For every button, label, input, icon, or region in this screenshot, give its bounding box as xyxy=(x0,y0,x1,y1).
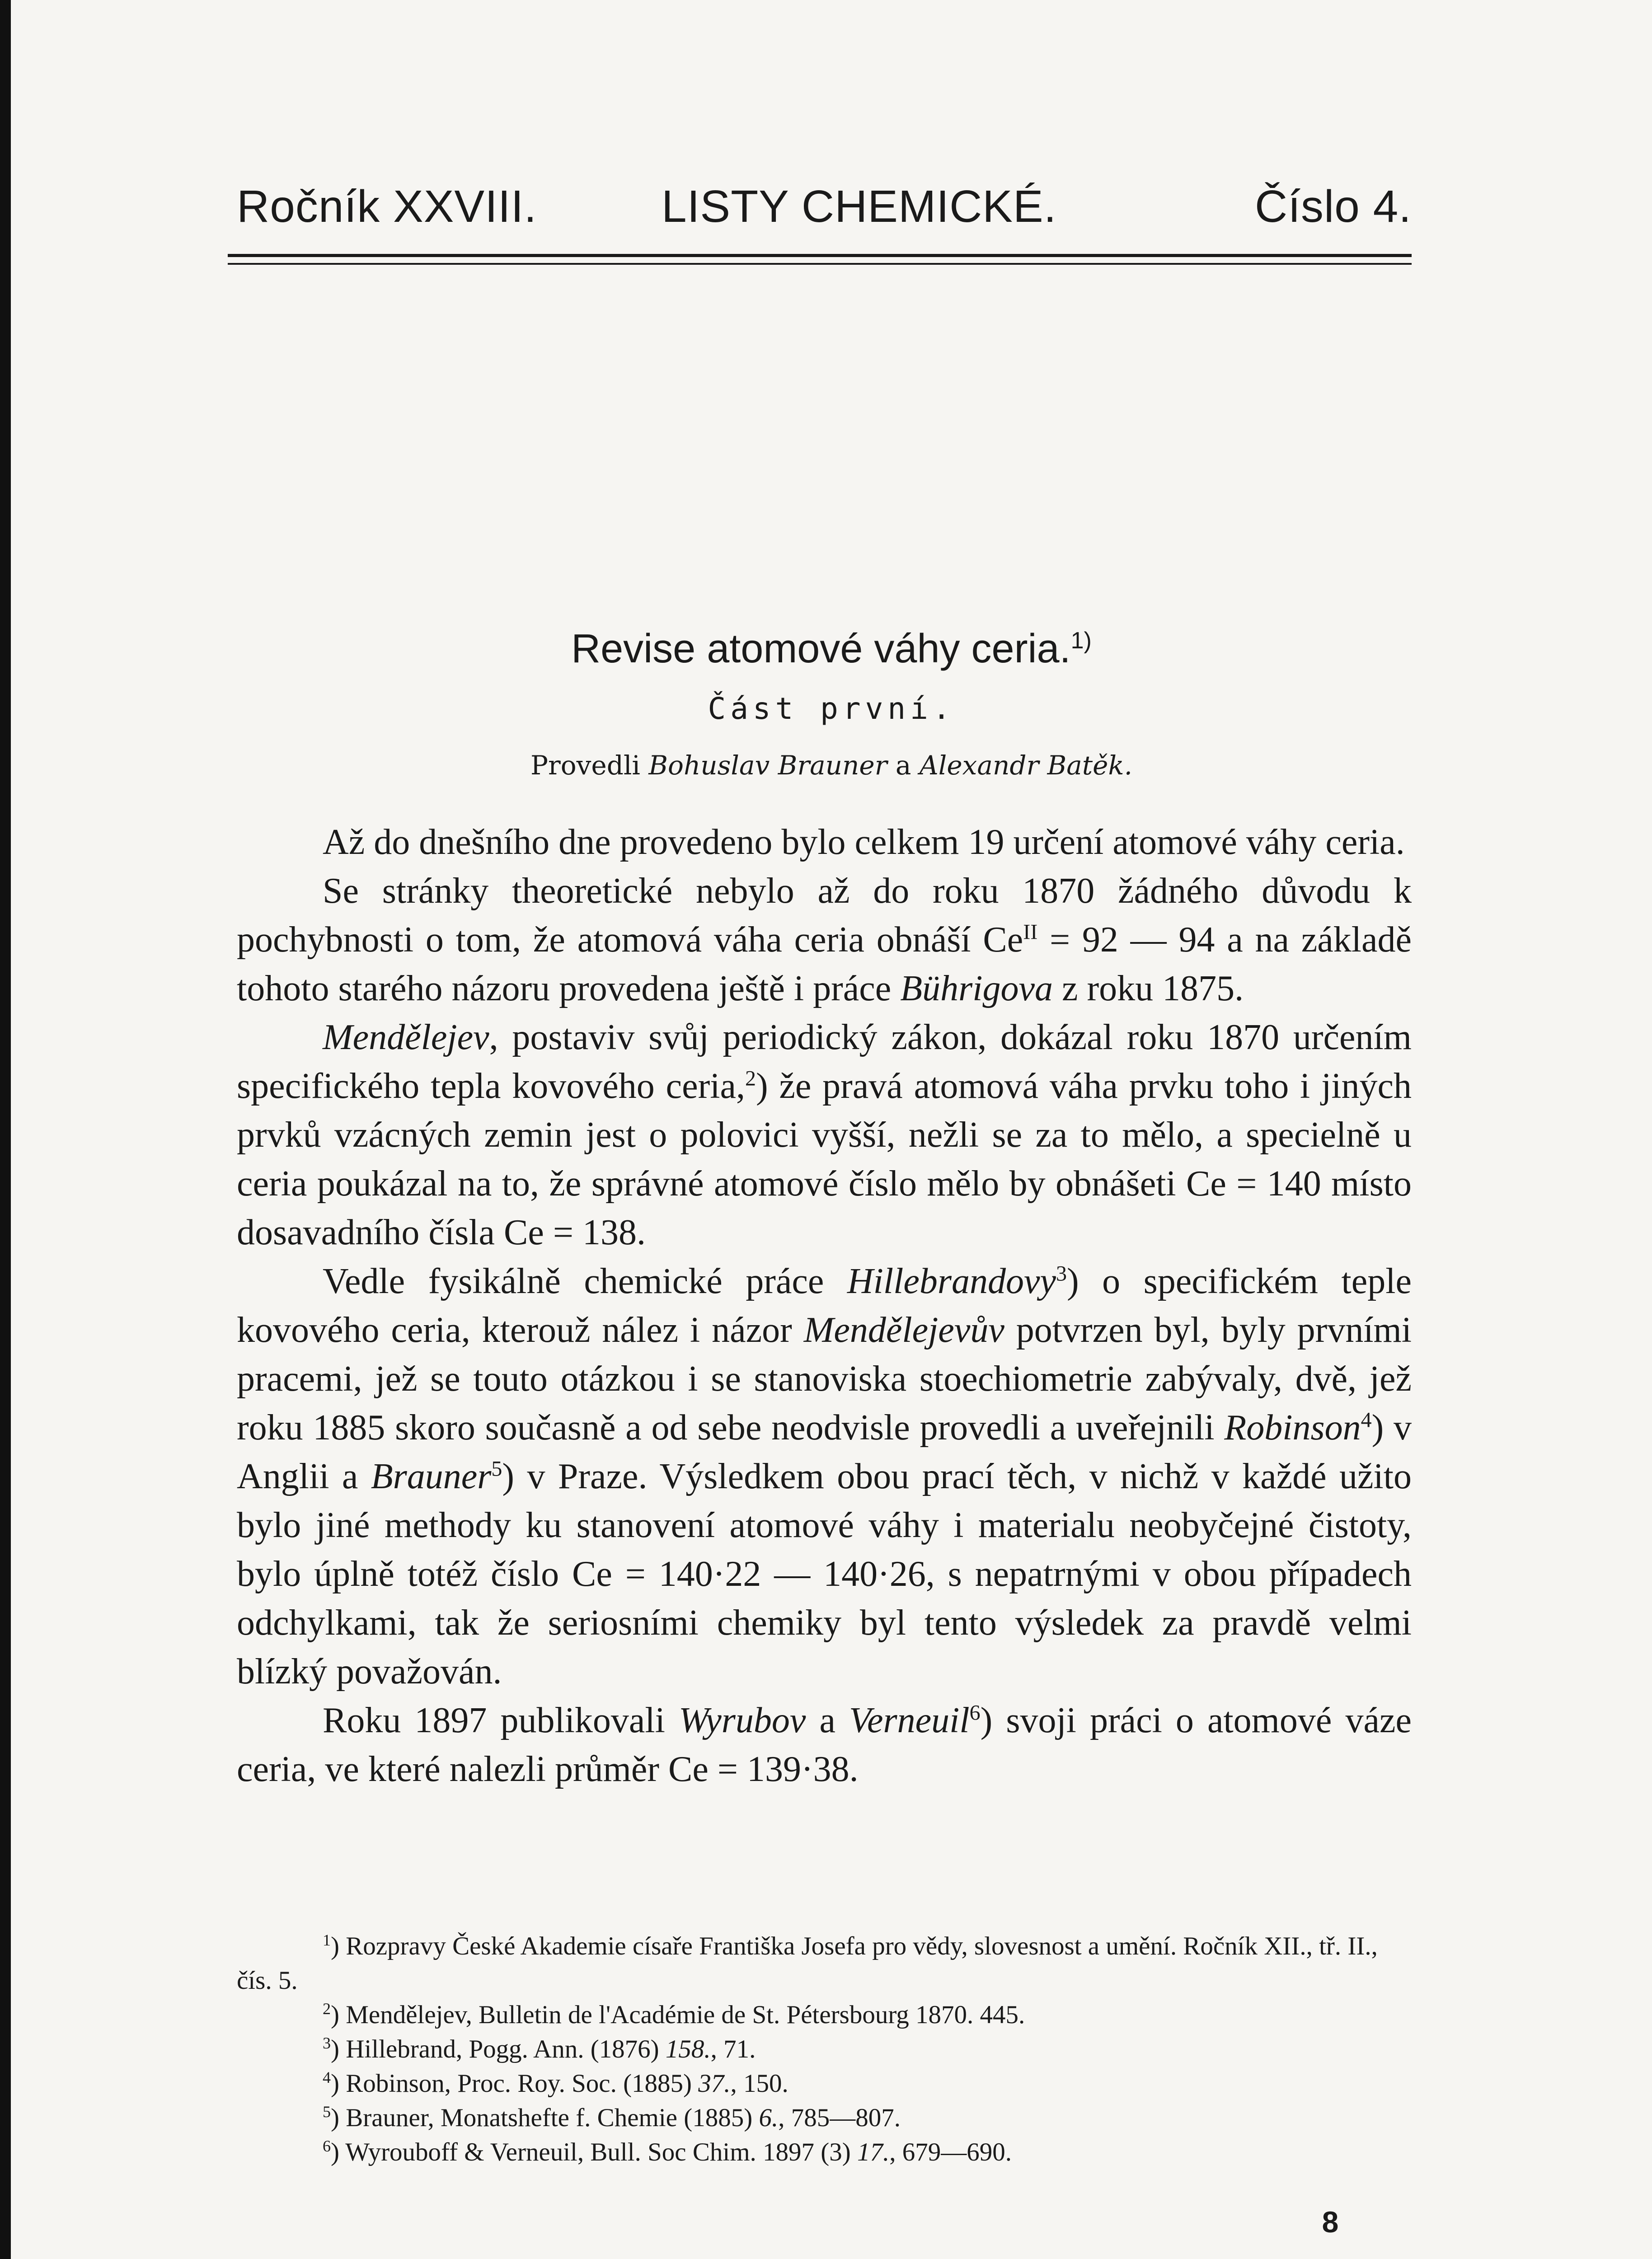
p5-text-b: a xyxy=(806,1701,849,1740)
p2-text-c: z roku 1875. xyxy=(1053,969,1244,1008)
article-authors xyxy=(11,750,1652,781)
footnote-6-text-b: , 679—690. xyxy=(889,2138,1012,2166)
header-rule-thin xyxy=(228,263,1412,265)
p2-italic: Bührigova xyxy=(900,969,1053,1008)
footnote-6-text-a: ) Wyrouboff & Verneuil, Bull. Soc Chim. 1897 (3) xyxy=(331,2138,857,2166)
journal-page xyxy=(11,0,1652,2259)
footnote-3-text-b: , 71. xyxy=(710,2035,756,2063)
p4-superscript-2: 4 xyxy=(1361,1408,1372,1432)
article-title xyxy=(11,626,1652,672)
p5-superscript: 6 xyxy=(969,1701,981,1725)
p4-superscript-1: 3 xyxy=(1056,1261,1067,1286)
authors-prefix: Provedli xyxy=(530,750,640,781)
footnote-4-mark: 4 xyxy=(323,2068,331,2086)
p3-italic: Mendělejev xyxy=(323,1017,489,1057)
footnote-5-mark: 5 xyxy=(323,2103,331,2121)
issue-label: Číslo 4. xyxy=(1254,181,1412,232)
footnote-5-text-a: ) Brauner, Monatshefte f. Chemie (1885) xyxy=(331,2104,759,2132)
p2-text-a: Se stránky theoretické nebylo až do roku 1870 žádného důvodu k pochybnosti o tom, že atomová váha ceria obnáší Ce xyxy=(237,871,1412,960)
footnote-5 xyxy=(237,2101,1412,2135)
authors-join: a xyxy=(895,750,911,781)
p4-text-a: Vedle fysikálně chemické práce xyxy=(323,1261,847,1301)
p4-text-d: ) v Anglii a xyxy=(237,1408,1412,1496)
footnote-3 xyxy=(237,2032,1412,2067)
p4-text-e: ) v Praze. Výsledkem obou prací těch, v nichž v každé užito bylo jiné methody ku stanovení atomové váhy i materialu neobyčejné čistoty, bylo úplně totéž číslo Ce = 140·22 — 140·26, s nepatrnými v obou případech odchylkami, tak že seriosními chemiky byl tento výsledek za pravdě velmi blízký považován. xyxy=(237,1457,1412,1692)
paragraph-1: Až do dnešního dne provedeno bylo celkem 19 určení atomové váhy ceria. xyxy=(323,822,1405,862)
p3-text-b: ) že pravá atomová váha prvku toho i jiných prvků vzácných zemin jest o polovici vyšší, nežli se za to mělo, a specielně u ceria poukázal na to, že správné atomové číslo mělo by obnášeti Ce = 140 místo dosavadního čísla Ce = 138. xyxy=(237,1066,1412,1252)
footnote-6-volume: 17. xyxy=(857,2138,890,2166)
p4-text-b: ) o specifickém teple kovového ceria, kterouž nález i názor xyxy=(237,1261,1412,1350)
footnote-1 xyxy=(237,1929,1412,1998)
page-number: 8 xyxy=(1322,2205,1339,2239)
footnote-5-text-b: , 785—807. xyxy=(778,2104,901,2132)
article-title-text: Revise atomové váhy ceria. xyxy=(571,626,1071,671)
footnote-3-text-a: ) Hillebrand, Pogg. Ann. (1876) xyxy=(331,2035,666,2063)
footnote-5-volume: 6. xyxy=(759,2104,779,2132)
footnote-4-volume: 37. xyxy=(698,2069,731,2098)
footnote-4-text-a: ) Robinson, Proc. Roy. Soc. (1885) xyxy=(331,2069,699,2098)
author-batek: Alexandr Batěk. xyxy=(919,750,1133,781)
article-body xyxy=(237,818,1412,1794)
article-part: Část první. xyxy=(708,691,955,726)
footnote-2-mark: 2 xyxy=(323,2000,331,2018)
paragraph-2 xyxy=(237,867,1412,1013)
p2-text-b: = 92 — 94 a na základě tohoto starého názoru provedena ještě i práce xyxy=(237,920,1412,1008)
footnote-1-mark: 1 xyxy=(323,1931,331,1949)
p4-italic-1: Hillebrandovy xyxy=(847,1261,1056,1301)
p5-italic-2: Verneuil xyxy=(849,1701,970,1740)
header-rule-thick xyxy=(228,254,1412,257)
paragraph-3 xyxy=(237,1013,1412,1257)
p5-italic-1: Wyrubov xyxy=(678,1701,806,1740)
title-footnote-mark: 1) xyxy=(1070,628,1092,654)
paragraph-5 xyxy=(237,1696,1412,1794)
paragraph-4 xyxy=(237,1257,1412,1696)
journal-title: LISTY CHEMICKÉ. xyxy=(662,181,1057,232)
footnote-4-text-b: , 150. xyxy=(730,2069,788,2098)
footnote-3-volume: 158. xyxy=(665,2035,711,2063)
running-header xyxy=(237,181,1412,248)
footnote-4 xyxy=(237,2067,1412,2101)
footnote-2 xyxy=(237,1998,1412,2032)
p3-superscript: 2 xyxy=(745,1066,756,1091)
author-brauner: Bohuslav Brauner xyxy=(648,750,887,781)
p4-italic-4: Brauner xyxy=(371,1457,492,1496)
footnote-1-text: ) Rozpravy České Akademie císaře Františka Josefa pro vědy, slovesnost a umění. Ročník XII., tř. II., čís. 5. xyxy=(237,1932,1378,1995)
p4-italic-2: Mendělejevův xyxy=(803,1310,1004,1350)
p3-text-a: , postaviv svůj periodický zákon, dokázal roku 1870 určením specifického tepla kovového ceria, xyxy=(237,1017,1412,1106)
p4-superscript-3: 5 xyxy=(491,1457,502,1481)
footnote-6 xyxy=(237,2135,1412,2170)
volume-label: Ročník XXVIII. xyxy=(237,181,537,232)
p5-text-a: Roku 1897 publikovali xyxy=(323,1701,679,1740)
footnotes xyxy=(237,1929,1412,2170)
p4-text-c: potvrzen byl, byly prvními pracemi, jež se touto otázkou i se stanoviska stoechiometrie zabývaly, dvě, jež roku 1885 skoro současně a od sebe neodvisle provedli a uveřejnili xyxy=(237,1310,1412,1448)
p2-superscript: II xyxy=(1023,920,1038,944)
footnote-6-mark: 6 xyxy=(323,2137,331,2155)
footnote-2-text: ) Mendělejev, Bulletin de l'Académie de St. Pétersbourg 1870. 445. xyxy=(331,2001,1025,2029)
p5-text-c: ) svoji práci o atomové váze ceria, ve které nalezli průměr Ce = 139·38. xyxy=(237,1701,1412,1789)
footnote-3-mark: 3 xyxy=(323,2034,331,2052)
p4-italic-3: Robinson xyxy=(1224,1408,1361,1448)
